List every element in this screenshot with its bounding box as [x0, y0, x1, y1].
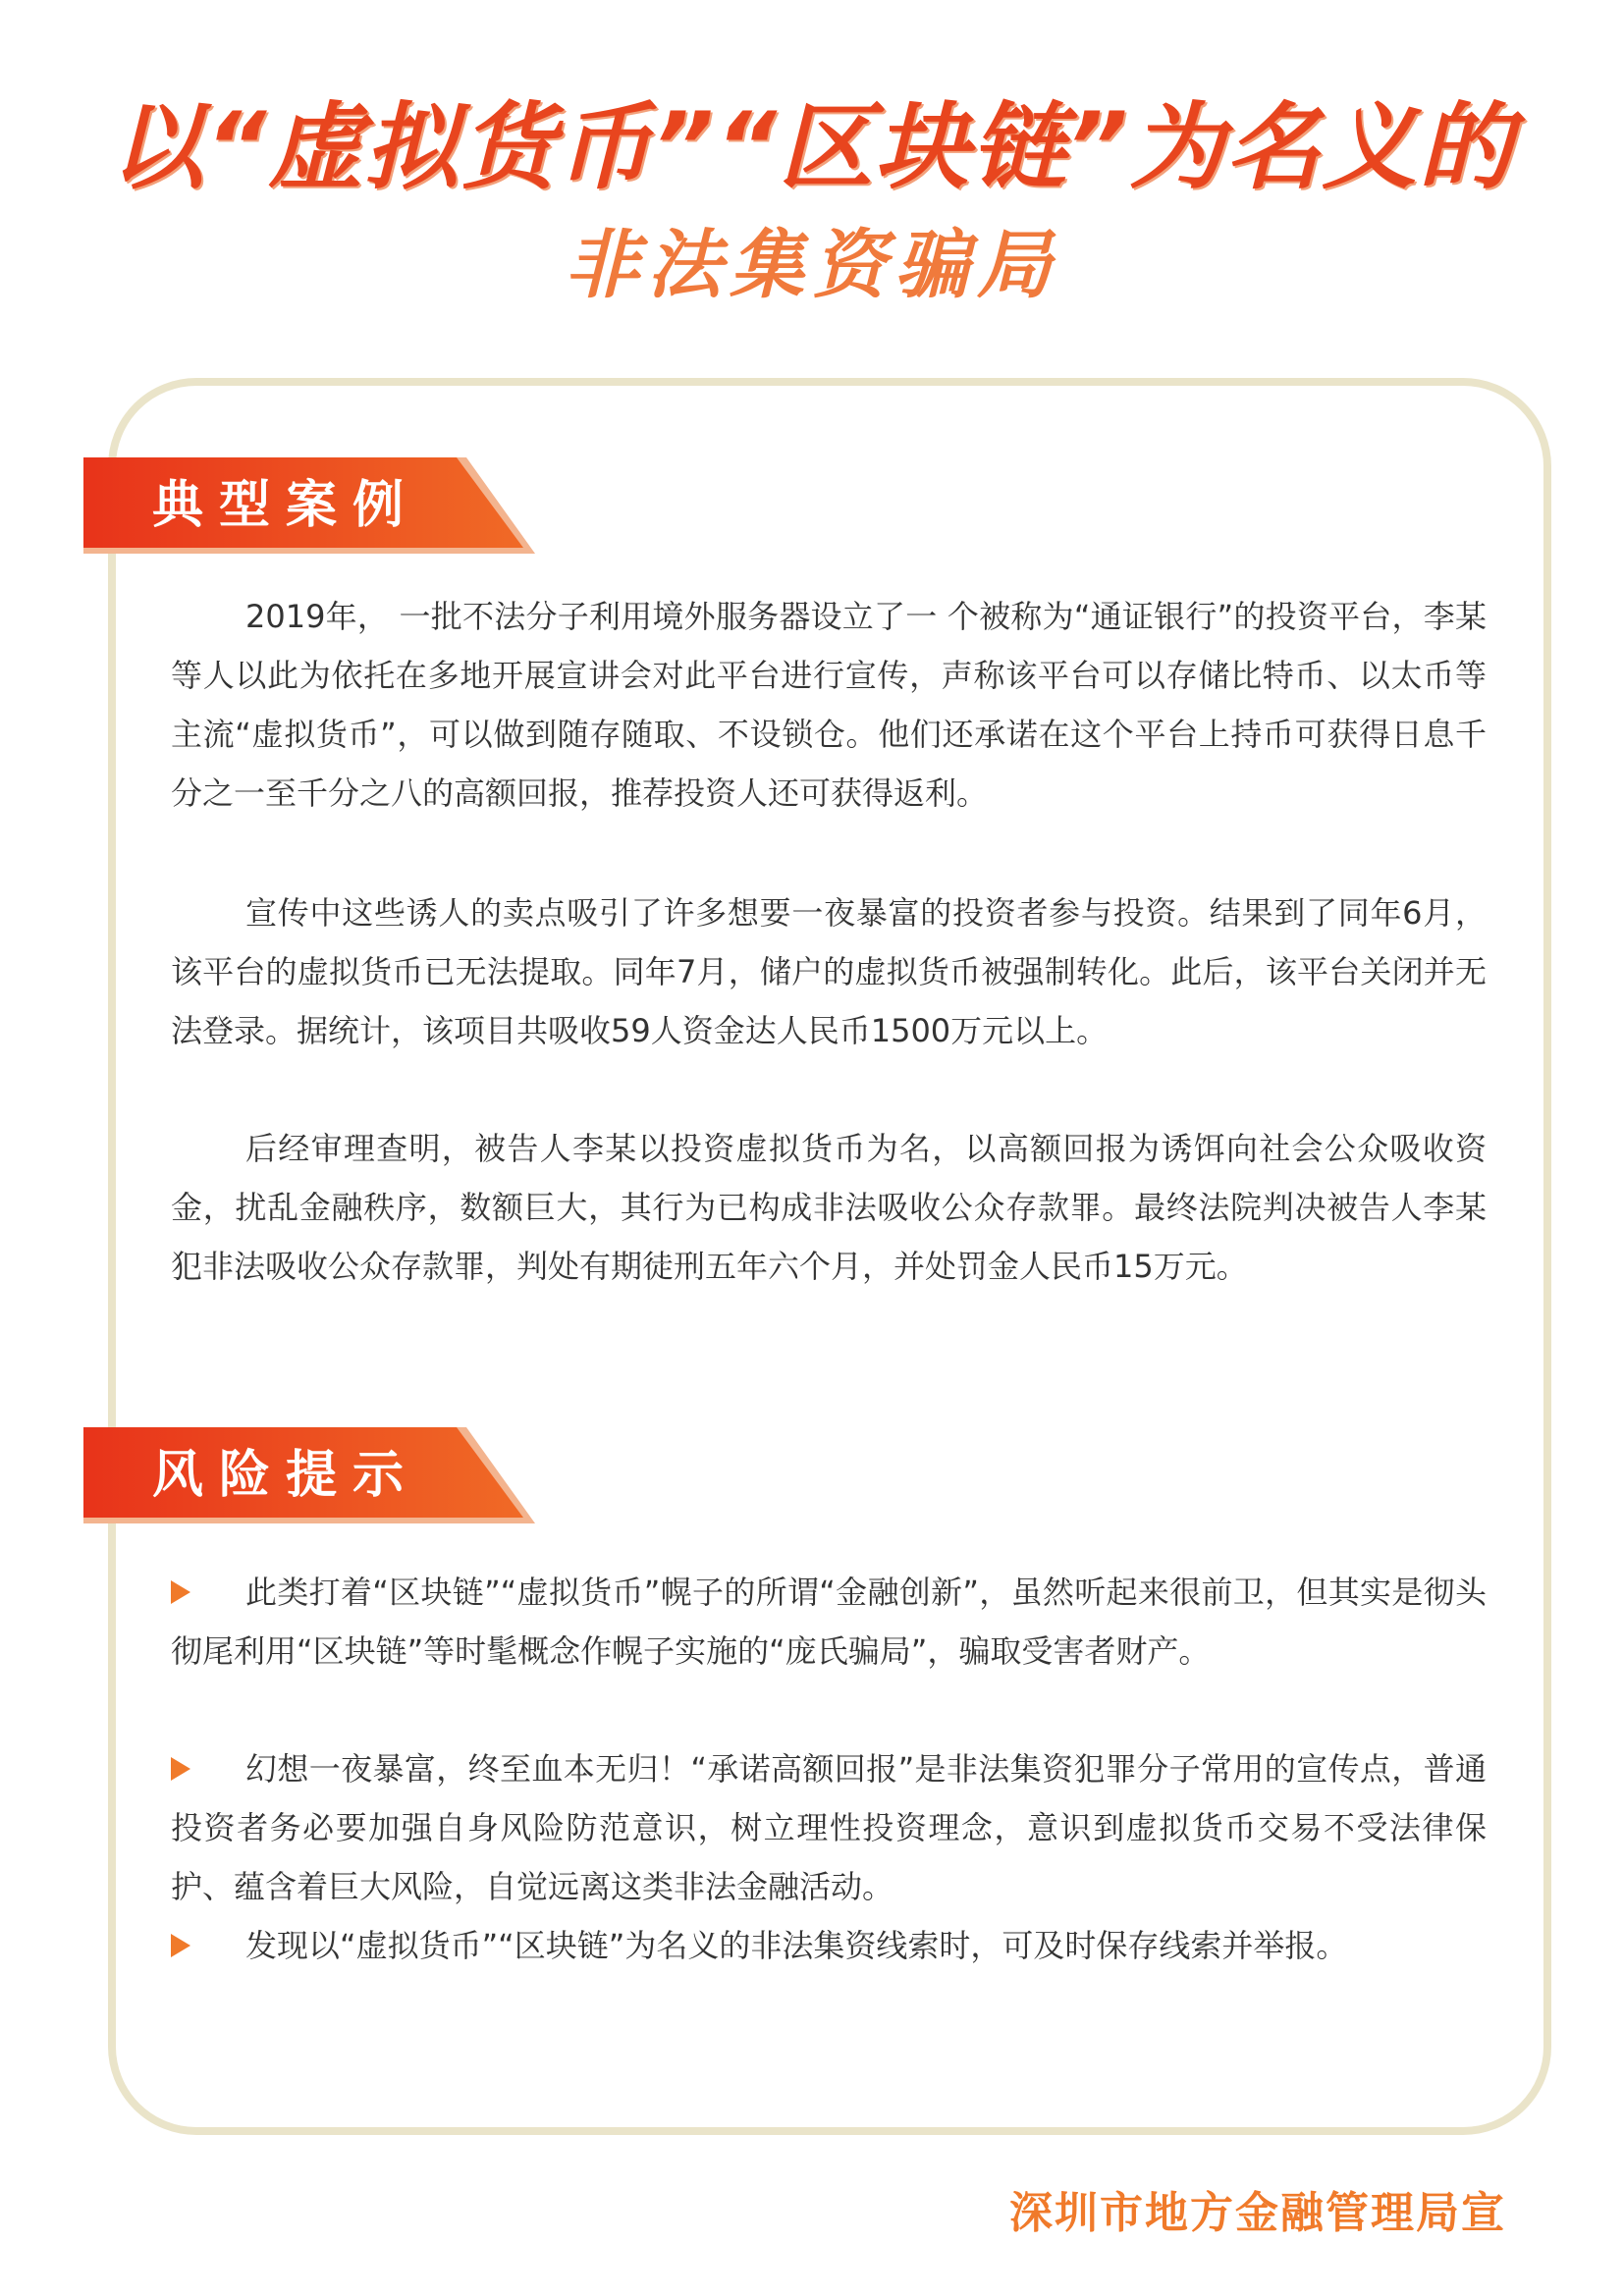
section-heading-risk: 风险提示	[152, 1446, 420, 1505]
case-paragraph-1: 2019年， 一批不法分子利用境外服务器设立了一 个被称为“通证银行”的投资平台，李某等人以此为依托在多地开展宣讲会对此平台进行宣传，声称该平台可以存储比特币、以太币等主流“虚拟货币”，可以做到随存随取、不设锁仓。他们还承诺在这个平台上持币可获得日息千分之一至千分之八的高额回报，推荐投资人还可获得返利。	[171, 598, 1487, 812]
case-paragraph-2: 宣传中这些诱人的卖点吸引了许多想要一夜暴富的投资者参与投资。结果到了同年6月，该平台的虚拟货币已无法提取。同年7月，储户的虚拟货币被强制转化。此后，该平台关闭并无法登录。据统计，该项目共吸收59人资金达人民币1500万元以上。	[171, 894, 1487, 1049]
section-banner-risk	[83, 1427, 535, 1523]
section-banner-case	[83, 457, 535, 554]
footer-issuer: 深圳市地方金融管理局宣	[1009, 2188, 1506, 2238]
risk-bullet-3: 发现以“虚拟货币”“区块链”为名义的非法集资线索时，可及时保存线索并举报。	[245, 1927, 1348, 1964]
page-title-line1: 以“虚拟货币”“区块链”为名义的	[109, 92, 1515, 202]
risk-bullet-1: 此类打着“区块链”“虚拟货币”幌子的所谓“金融创新”，虽然听起来很前卫，但其实是彻头彻尾利用“区块链”等时髦概念作幌子实施的“庞氏骗局”，骗取受害者财产。	[171, 1574, 1487, 1670]
page-title-line2: 非法集资骗局	[565, 221, 1059, 308]
case-paragraph-3: 后经审理查明，被告人李某以投资虚拟货币为名，以高额回报为诱饵向社会公众吸收资金，扰乱金融秩序，数额巨大，其行为已构成非法吸收公众存款罪。最终法院判决被告人李某犯非法吸收公众存款罪，判处有期徒刑五年六个月，并处罚金人民币15万元。	[171, 1130, 1487, 1285]
section-heading-case: 典型案例	[152, 476, 420, 535]
risk-bullet-2: 幻想一夜暴富，终至血本无归！“承诺高额回报”是非法集资犯罪分子常用的宣传点，普通投资者务必要加强自身风险防范意识，树立理性投资理念，意识到虚拟货币交易不受法律保护、蕴含着巨大风险，自觉远离这类非法金融活动。	[171, 1750, 1487, 1905]
